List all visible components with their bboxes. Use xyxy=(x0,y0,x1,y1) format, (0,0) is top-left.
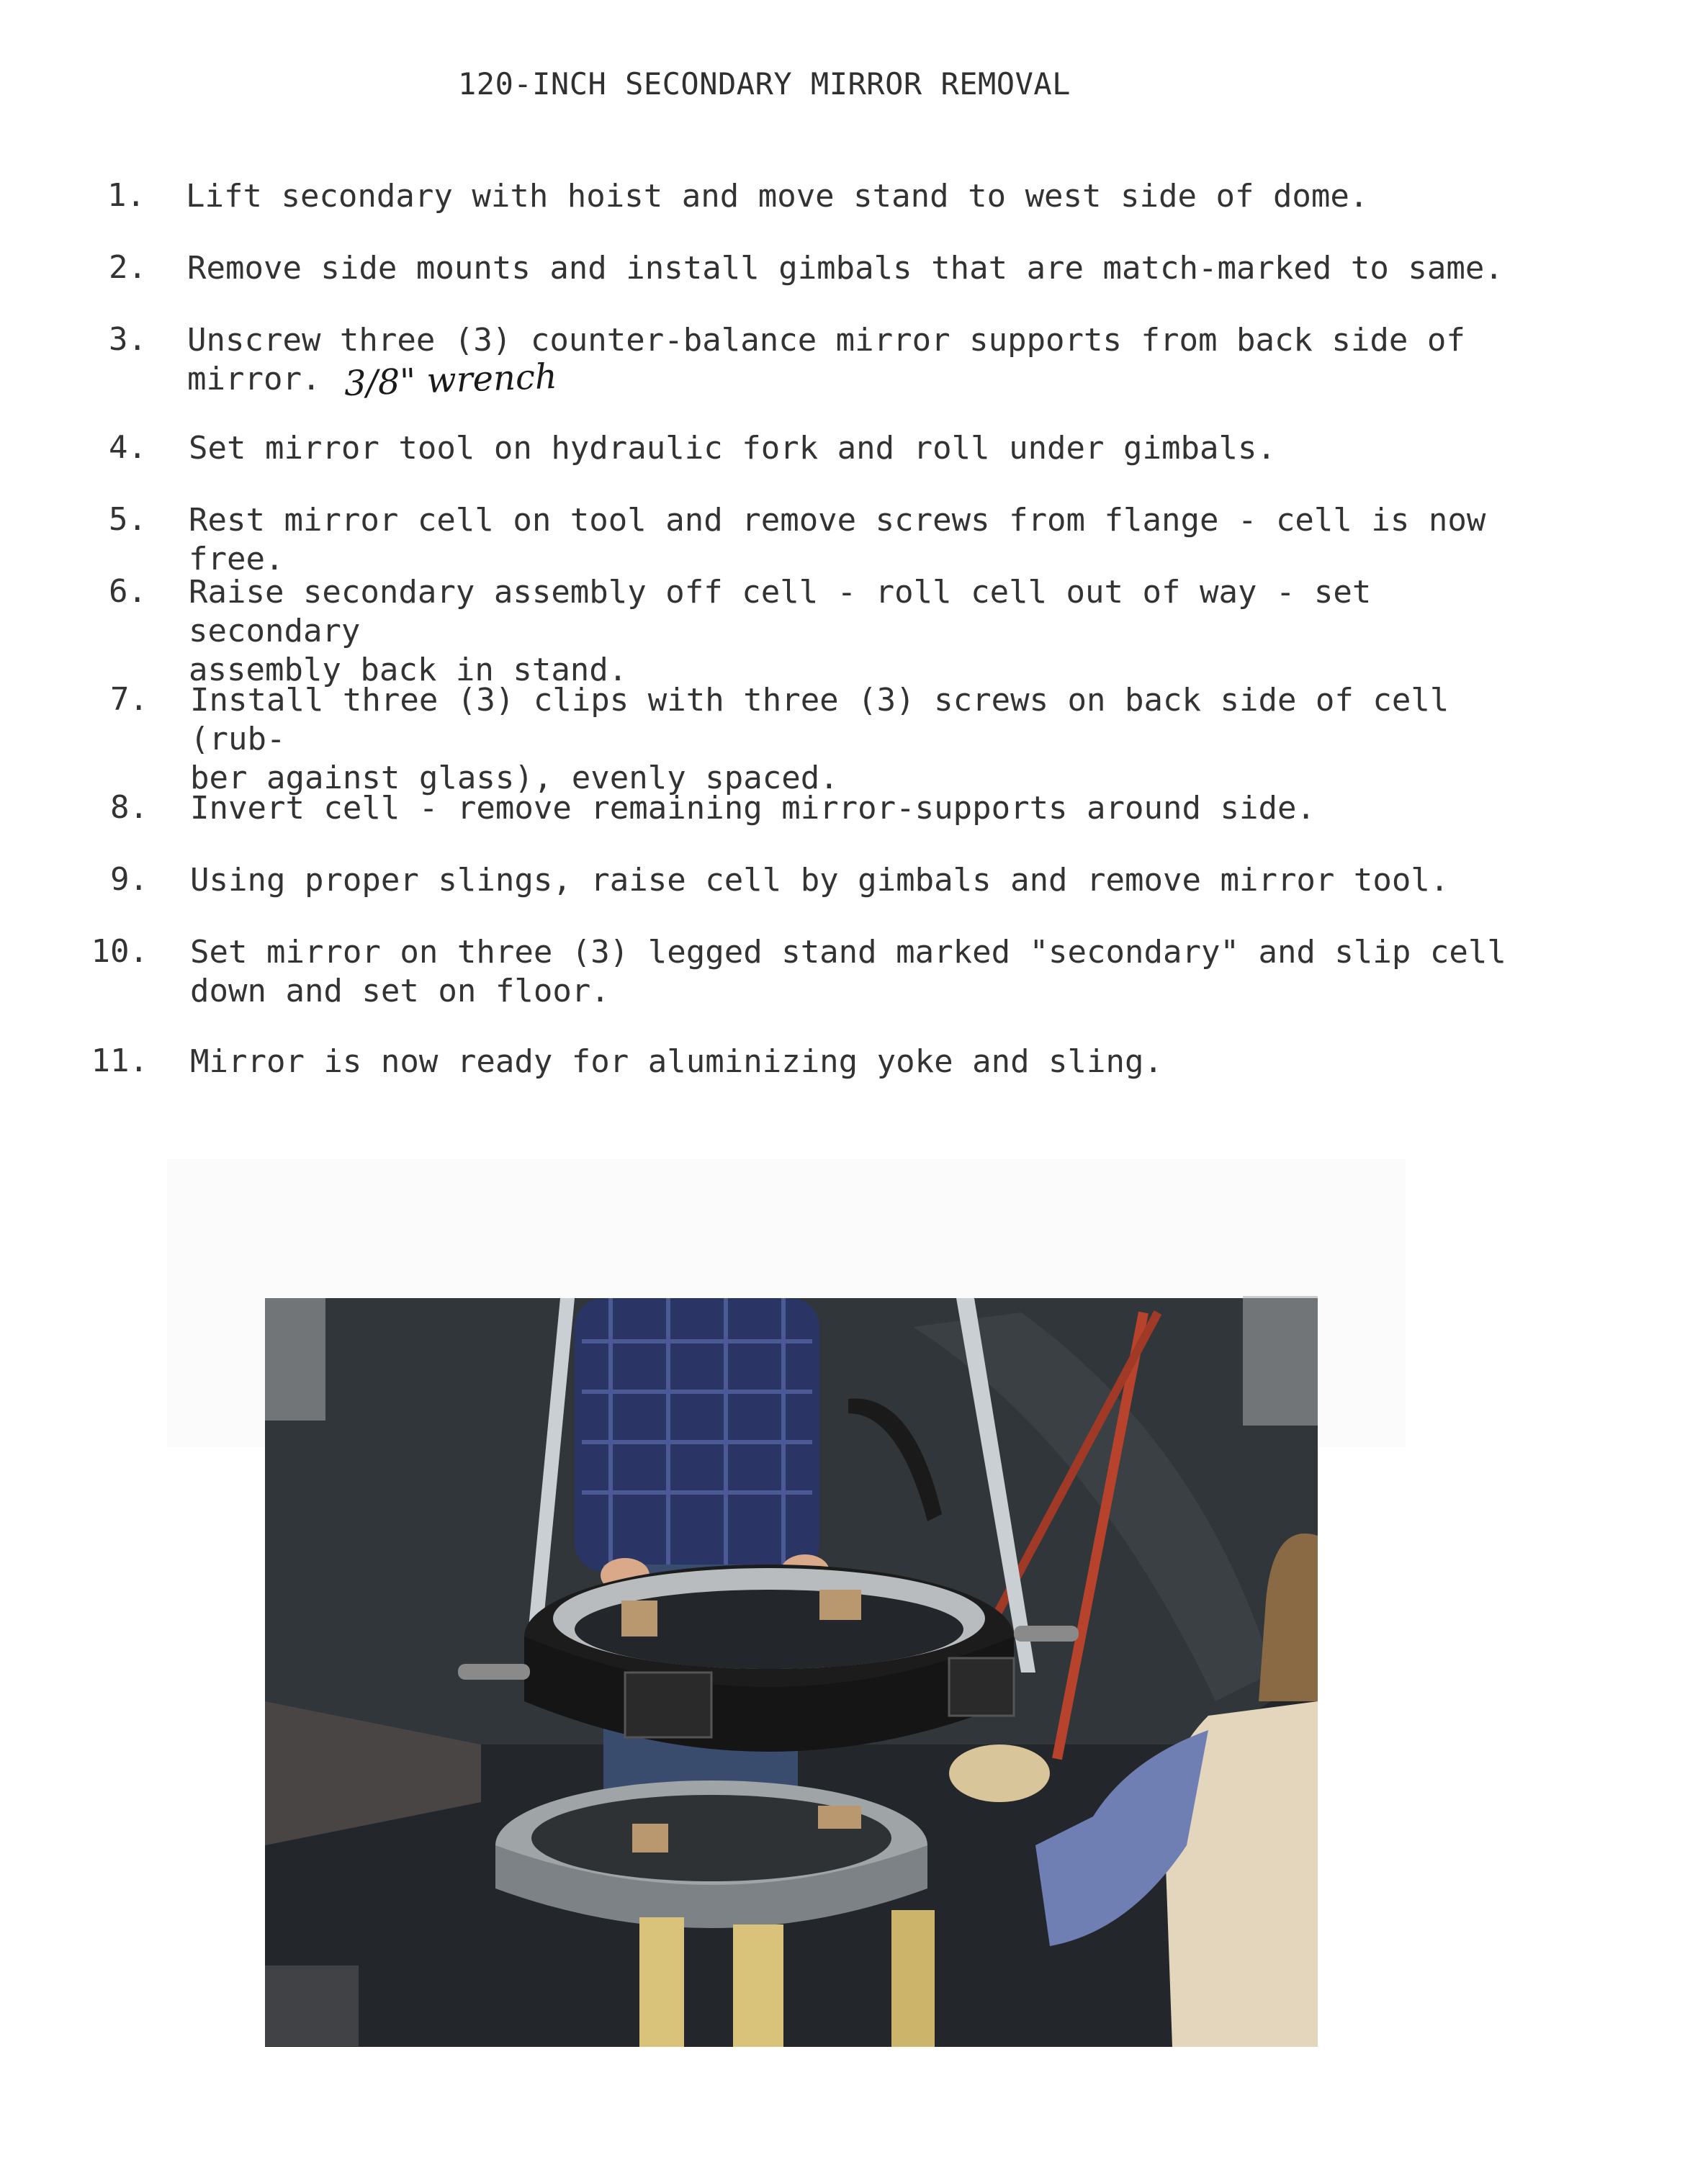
step-text: Install three (3) clips with three (3) screws on back side of cell (rub- ber against glass), evenly spaced. xyxy=(190,682,1449,796)
tape-strip xyxy=(265,1966,359,2046)
handwritten-note: 3/8" wrench xyxy=(343,356,558,405)
step-number: 4. xyxy=(109,429,147,466)
step-text: Set mirror tool on hydraulic fork and roll under gimbals. xyxy=(189,430,1276,467)
step-number: 6. xyxy=(109,573,147,610)
step-text: Invert cell - remove remaining mirror-supports around side. xyxy=(190,790,1316,827)
step-number: 5. xyxy=(109,501,147,538)
page-title: 120-INCH SECONDARY MIRROR REMOVAL xyxy=(458,66,1071,102)
step-text: Unscrew three (3) counter-balance mirror supports from back side of mirror. xyxy=(187,322,1465,397)
step-text: Rest mirror cell on tool and remove screws from flange - cell is now free. xyxy=(189,502,1486,577)
photo-illustration xyxy=(265,1298,1318,2047)
step-text: Lift secondary with hoist and move stand to west side of dome. xyxy=(186,178,1369,215)
step-number: 1. xyxy=(107,177,145,214)
step-text: Set mirror on three (3) legged stand marked "secondary" and slip cell down and set on floor. xyxy=(190,934,1506,1009)
step-number: 3. xyxy=(109,321,147,358)
step-text: Using proper slings, raise cell by gimbals and remove mirror tool. xyxy=(190,862,1449,899)
step-number: 2. xyxy=(109,249,147,286)
photo xyxy=(265,1298,1318,2047)
step-text: Mirror is now ready for aluminizing yoke and sling. xyxy=(190,1043,1164,1080)
step-text: Remove side mounts and install gimbals that are match-marked to same. xyxy=(187,250,1504,287)
tape-strip xyxy=(265,1298,325,1421)
step-number: 8. xyxy=(110,789,148,826)
step-number: 11. xyxy=(91,1043,148,1079)
step-number: 7. xyxy=(110,681,148,718)
step-number: 10. xyxy=(91,933,148,970)
step-text: Raise secondary assembly off cell - roll cell out of way - set secondary assembly back in stand. xyxy=(189,574,1372,688)
step-number: 9. xyxy=(110,861,148,898)
tape-strip xyxy=(1243,1296,1318,1426)
